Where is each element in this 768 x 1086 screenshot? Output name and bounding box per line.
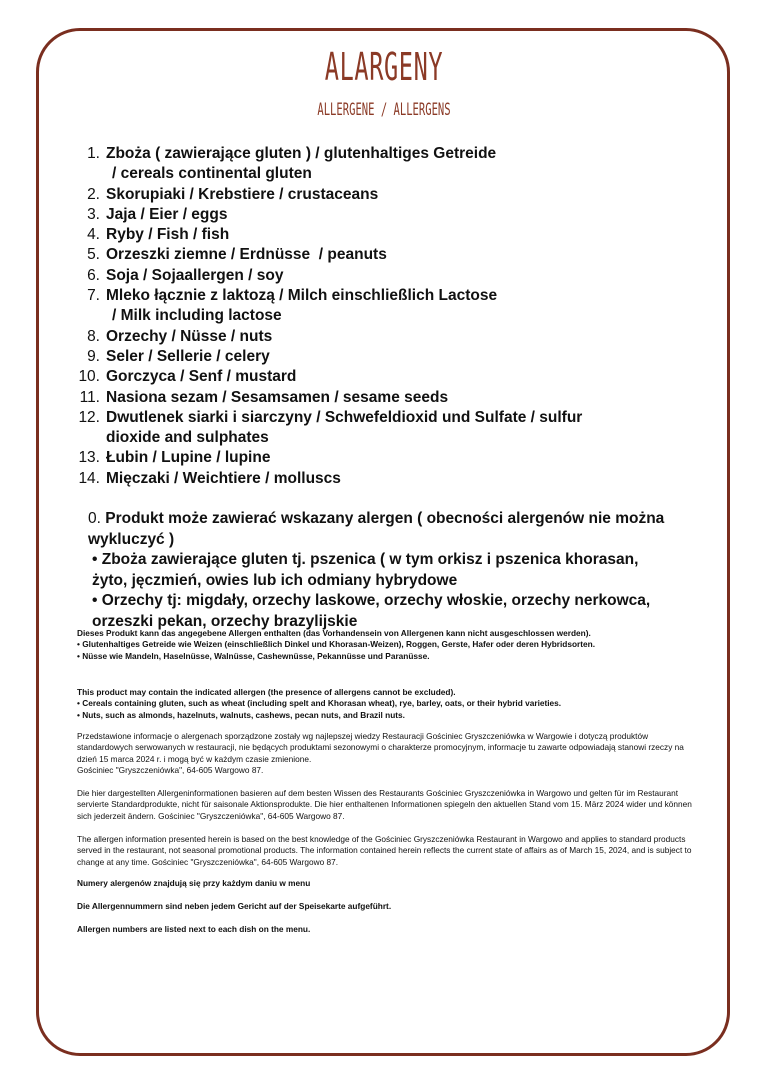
pl-info-paragraph — [77, 731, 697, 776]
list-item-number: 14. — [78, 469, 100, 487]
list-item — [78, 144, 678, 185]
list-item-number: 2. — [87, 185, 100, 203]
list-item — [78, 347, 678, 367]
footer-pl: Numery alergenów znajdują się przy każdym daniu w menu — [77, 878, 311, 888]
footer-en: Allergen numbers are listed next to each dish on the menu. — [77, 924, 311, 934]
list-item-number: 7. — [87, 287, 100, 305]
list-item-number: 8. — [87, 327, 100, 345]
en-note — [77, 687, 697, 721]
de-note-line: Dieses Produkt kann das angegebene Allergen enthalten (das Vorhandensein von Allergenen kann nicht ausgeschlossen werden). — [77, 628, 591, 638]
de-info-paragraph: Die hier dargestellten Allergeninformationen basieren auf dem besten Wissen des Restaurants Gościniec Gryszczeniówka in Wargowo und gelten für im Restaurant servierte Standardprodukte, nicht für saisonale Aktionsprodukte. Die hier enthaltenen Informationen spiegeln den aktuellen Stand vom 15. März 2024 wider und können sich jederzeit ändern. Gościniec "Gryszczeniówka", 64-605 Wargowo 87. — [77, 788, 692, 821]
page-subtitle: ALLERGENE / ALLERGENS — [317, 100, 451, 120]
list-item-continuation: dioxide and sulphates — [106, 429, 269, 447]
list-item-number: 12. — [78, 408, 100, 426]
list-item-text: Łubin / Lupine / lupine — [106, 449, 271, 467]
list-item-number: 3. — [87, 205, 100, 223]
de-note — [77, 628, 697, 662]
en-info-paragraph: The allergen information presented herein is based on the best knowledge of the Gościniec Gryszczeniówka Restaurant in Wargowo and applies to standard products served in the restaurant, not seasonal promotional products. The information contained herein reflects the current state of affairs as of March 15, 2024, and is subject to change at any time. Gościniec "Gryszczeniówka", 64-605 Wargowo 87. — [77, 834, 692, 867]
list-item-number: 5. — [87, 246, 100, 264]
list-item — [78, 266, 678, 286]
list-item-text: Zboża ( zawierające gluten ) / glutenhaltiges Getreide — [106, 145, 497, 162]
footer-de: Die Allergennummern sind neben jedem Gericht auf der Speisekarte aufgeführt. — [77, 901, 392, 911]
list-item — [78, 367, 678, 387]
may-contain-note — [88, 508, 688, 550]
list-item-number: 9. — [87, 347, 100, 365]
en-note-line: • Cereals containing gluten, such as wheat (including spelt and Khorasan wheat), rye, barley, oats, or their hybrid varieties. — [77, 698, 562, 709]
list-item-text: Orzechy / Nüsse / nuts — [106, 327, 273, 345]
bullet-nuts: • Orzechy tj: migdały, orzechy laskowe, orzechy włoskie, orzechy nerkowca, orzeszki pekan, orzechy brazylijskie — [92, 592, 651, 630]
page-title: ALARGENY — [324, 45, 444, 89]
list-item-text: Ryby / Fish / fish — [106, 226, 230, 244]
de-note-line: • Glutenhaltiges Getreide wie Weizen (einschließlich Dinkel und Khorasan-Weizen), Roggen, Gerste, Hafer oder deren Hybridsorten. — [77, 639, 596, 650]
list-item-number: 10. — [78, 368, 100, 386]
list-item — [78, 327, 678, 347]
list-item — [78, 225, 678, 245]
list-item-continuation: / cereals continental gluten — [112, 165, 312, 183]
list-item-text: Gorczyca / Senf / mustard — [106, 368, 297, 386]
list-item — [78, 185, 678, 205]
may-contain-number: 0. — [88, 510, 101, 527]
list-item-text: Orzeszki ziemne / Erdnüsse / peanuts — [106, 246, 387, 264]
may-contain-text: Produkt może zawierać wskazany alergen ( obecności alergenów nie można wykluczyć ) — [88, 510, 665, 548]
list-item-number: 4. — [87, 226, 100, 244]
de-note-line: • Nüsse wie Mandeln, Haselnüsse, Walnüsse, Cashewnüsse, Pekannüsse und Paranüsse. — [77, 650, 430, 661]
en-note-line: • Nuts, such as almonds, hazelnuts, walnuts, cashews, pecan nuts, and Brazil nuts. — [77, 709, 405, 720]
list-item-number: 11. — [79, 388, 100, 406]
bullet-cereals: • Zboża zawierające gluten tj. pszenica ( w tym orkisz i pszenica khorasan, żyto, jęczmień, owies lub ich odmiany hybrydowe — [92, 551, 639, 589]
list-item-text: Jaja / Eier / eggs — [106, 205, 228, 223]
list-item-number: 1. — [87, 145, 100, 162]
list-item-text: Nasiona sezam / Sesamsamen / sesame seeds — [106, 388, 449, 406]
list-item-continuation: / Milk including lactose — [112, 307, 282, 325]
list-item — [78, 205, 678, 225]
list-item — [78, 448, 678, 468]
list-item — [78, 408, 678, 449]
list-item — [78, 388, 678, 408]
list-item-text: Dwutlenek siarki i siarczyny / Schwefeldioxid und Sulfate / sulfur — [106, 408, 583, 426]
list-item-number: 13. — [78, 449, 100, 467]
list-item — [78, 245, 678, 265]
list-item-text: Skorupiaki / Krebstiere / crustaceans — [106, 185, 379, 203]
list-item-text: Mleko łącznie z laktozą / Milch einschließlich Lactose — [106, 287, 498, 305]
list-item-text: Soja / Sojaallergen / soy — [106, 266, 284, 284]
pl-info-address: Gościniec "Gryszczeniówka", 64-605 Wargowo 87. — [77, 764, 264, 775]
list-item-text: Seler / Sellerie / celery — [106, 347, 270, 365]
allergen-list — [78, 144, 678, 489]
en-note-line: This product may contain the indicated allergen (the presence of allergens cannot be excluded). — [77, 687, 456, 697]
list-item-text: Mięczaki / Weichtiere / molluscs — [106, 469, 341, 487]
list-item — [78, 469, 678, 489]
list-item — [78, 286, 678, 327]
list-item-number: 6. — [87, 266, 100, 284]
pl-info-text: Przedstawione informacje o alergenach sporządzone zostały wg najlepszej wiedzy Restauracji Gościniec Gryszczeniówka w Wargowie i dotyczą produktów standardowych serwowanych w restauracji, nie będących produktami sezonowymi o charakterze promocyjnym, informacje tu zawarte odpowiadają stanowi rzeczy na dzień 15 marca 2024 r. i mogą być w każdym czasie zmienione. — [77, 731, 684, 764]
